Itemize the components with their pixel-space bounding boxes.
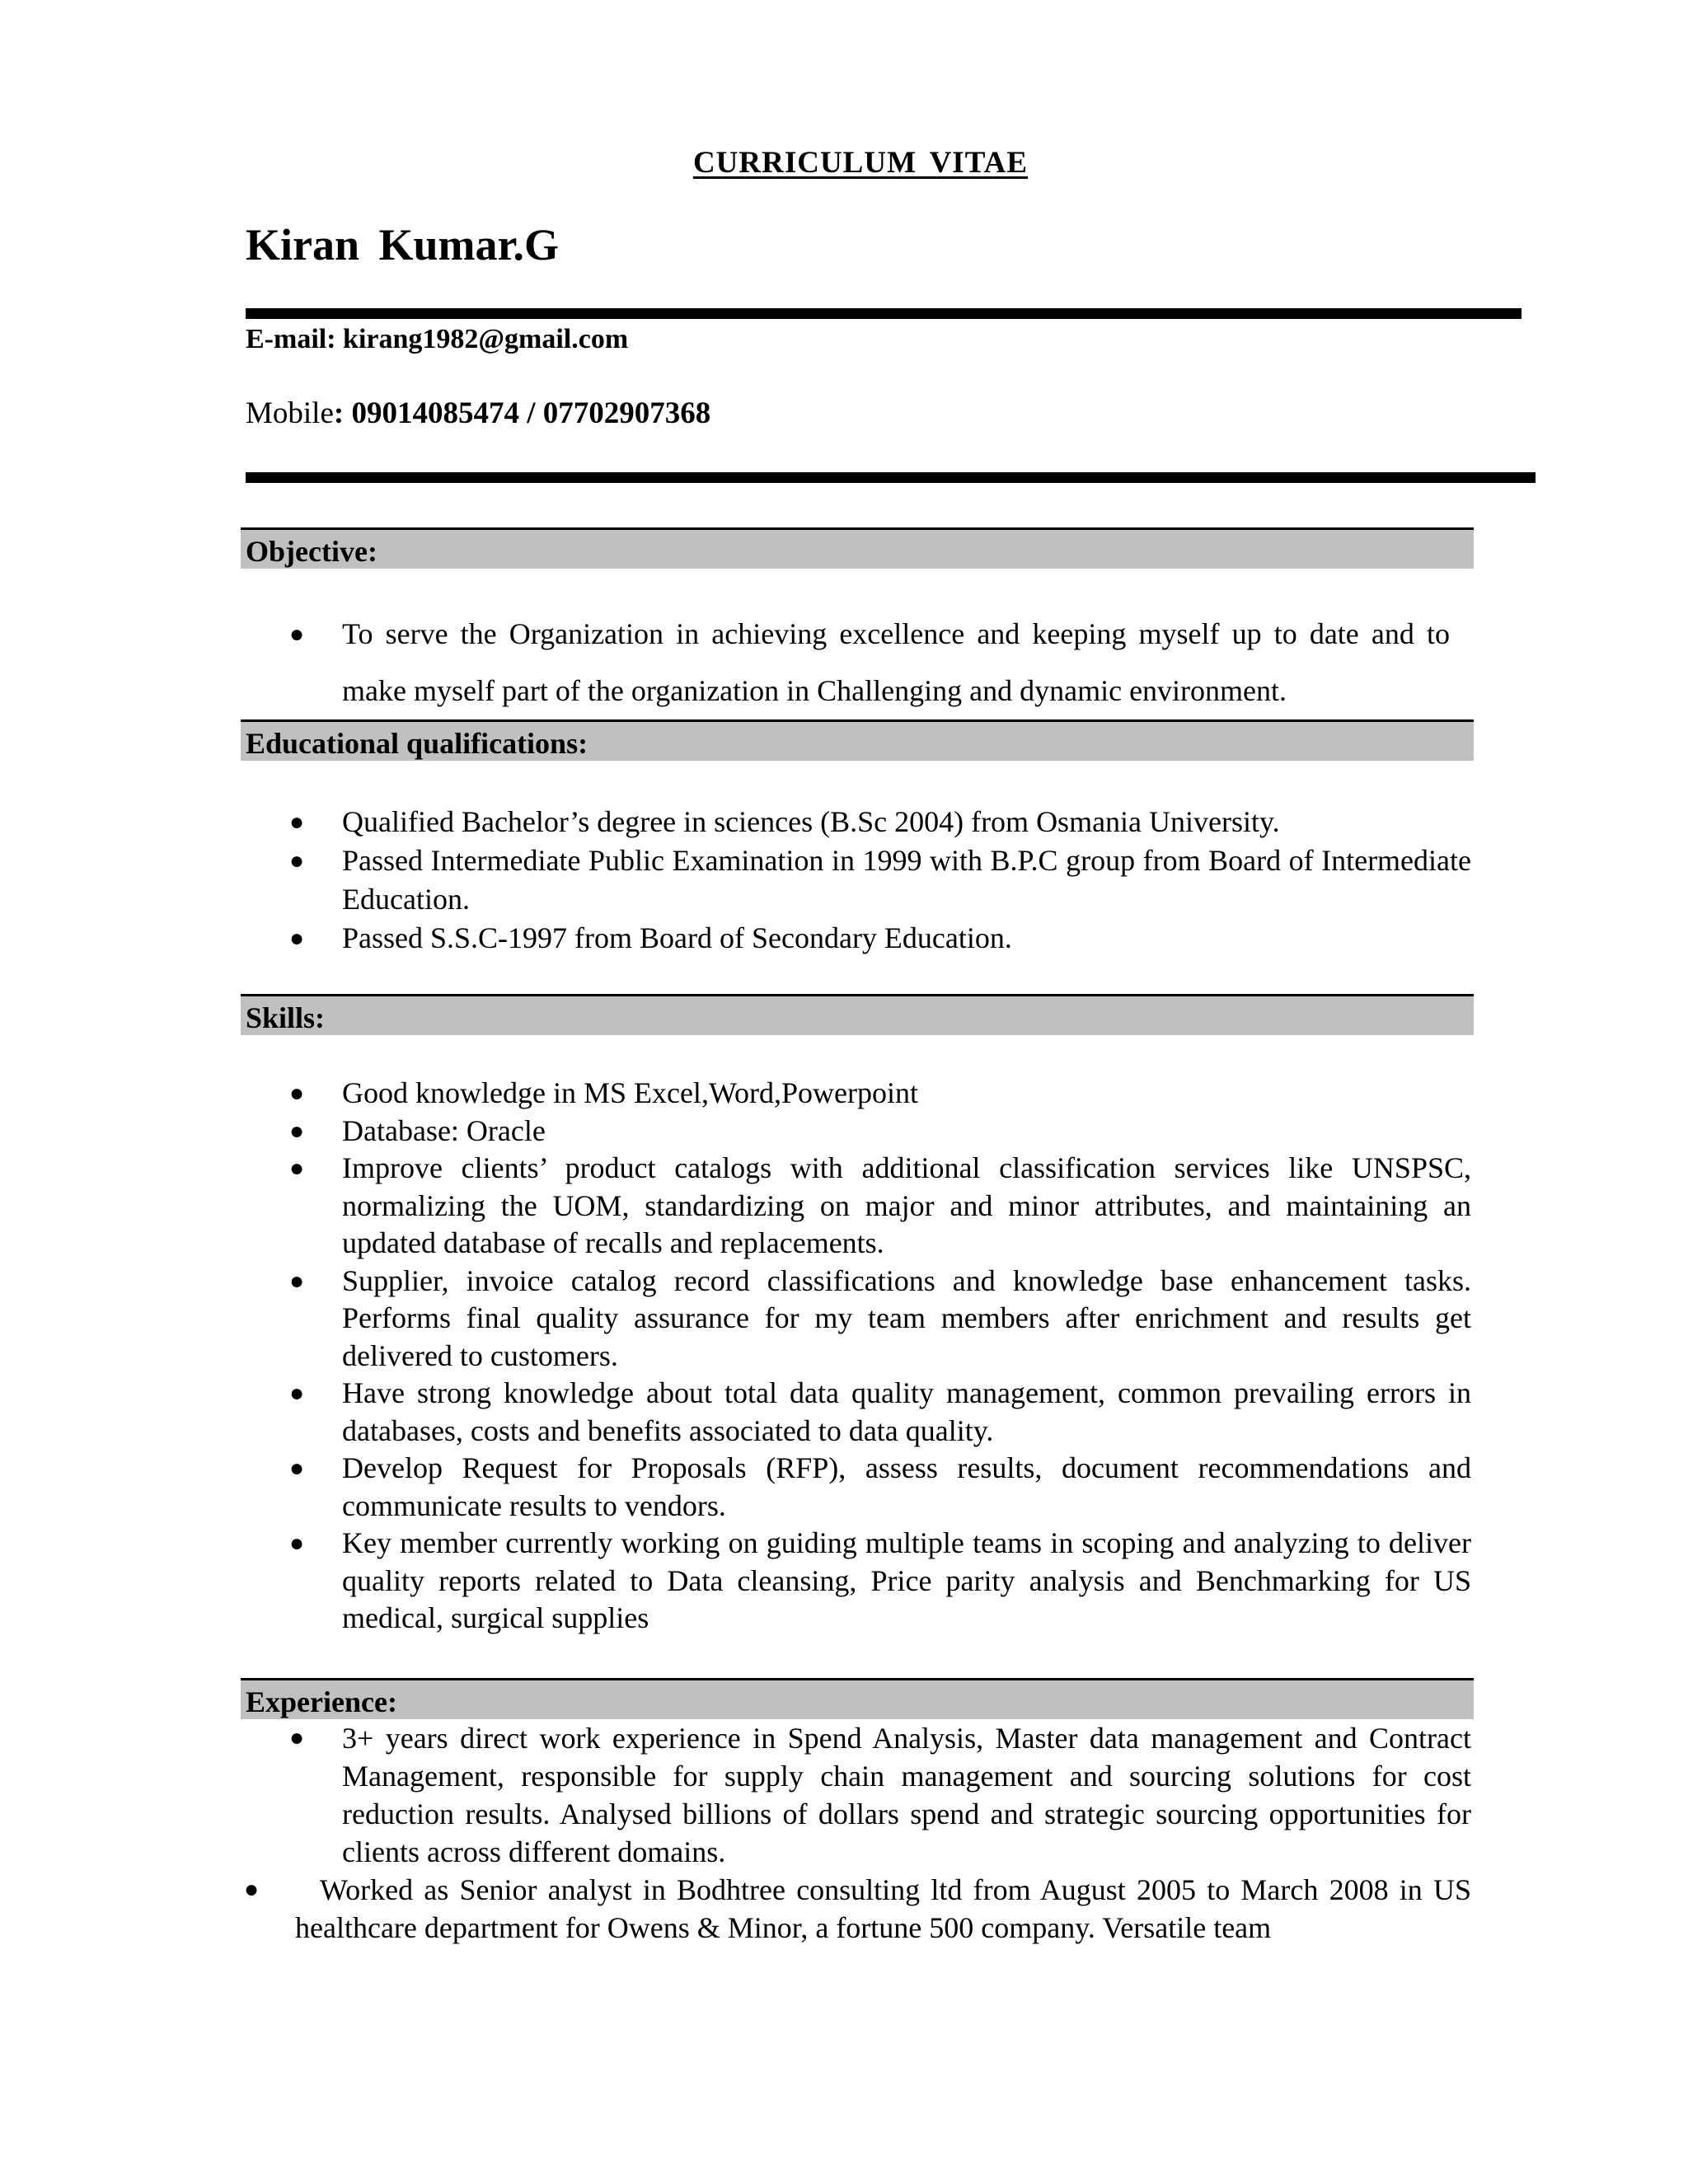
section-heading-education: Educational qualifications: bbox=[241, 719, 1474, 761]
bullet-icon: ● bbox=[289, 1530, 305, 1557]
bullet-icon: ● bbox=[244, 1876, 260, 1903]
bullet-icon: ● bbox=[289, 1267, 305, 1295]
list-item: ● Passed Intermediate Public Examination in 1999 with B.P.C group from Board of Intermediate Education. bbox=[342, 841, 1471, 919]
list-item: ● Qualified Bachelor’s degree in sciences (B.Sc 2004) from Osmania University. bbox=[342, 803, 1471, 841]
section-heading-objective: Objective: bbox=[241, 527, 1474, 569]
list-item: ● To serve the Organization in achieving excellence and keeping myself up to date and to make myself part of the organization in Challenging and dynamic environment. bbox=[342, 606, 1450, 719]
bullet-icon: ● bbox=[289, 1117, 305, 1145]
list-item: ● Database: Oracle bbox=[342, 1113, 1471, 1151]
bullet-icon: ● bbox=[289, 1080, 305, 1107]
mobile-numbers: : 09014085474 / 07702907368 bbox=[333, 396, 711, 430]
bullet-icon: ● bbox=[289, 808, 305, 836]
bullet-icon: ● bbox=[289, 621, 305, 648]
experience-list-outdented bbox=[244, 1871, 1471, 1947]
list-item: ● Key member currently working on guiding multiple teams in scoping and analyzing to deliver quality reports related to Data cleansing, Price parity analysis and Benchmarking for US medical, surgical supplies bbox=[289, 1526, 1471, 1634]
divider-rule-bottom bbox=[246, 472, 1536, 483]
list-item: ● Good knowledge in MS Excel,Word,Powerpoint bbox=[342, 1075, 1471, 1113]
bullet-icon: ● bbox=[289, 1455, 305, 1482]
bullet-icon: ● bbox=[289, 1380, 305, 1407]
objective-list bbox=[289, 606, 1450, 719]
bullet-icon: ● bbox=[289, 1724, 305, 1751]
mobile-line bbox=[246, 396, 710, 431]
email-line: E-mail: kirang1982@gmail.com bbox=[246, 324, 629, 354]
document-title: CURRICULUM VITAE bbox=[692, 146, 1029, 180]
list-item: ● 3+ years direct work experience in Spend Analysis, Master data management and Contract Management, responsible for supply chain management and sourcing solutions for cost reduction results. Analysed billions of dollars spend and strategic sourcing opportunities for clients across different domains. bbox=[342, 1719, 1471, 1871]
list-item: ● Have strong knowledge about total data quality management, common prevailing errors in databases, costs and benefits associated to data quality. bbox=[289, 1376, 1471, 1447]
education-list bbox=[289, 803, 1471, 958]
bullet-icon: ● bbox=[289, 925, 305, 952]
list-item: ● Develop Request for Proposals (RFP), assess results, document recommendations and communicate results to vendors. bbox=[289, 1451, 1471, 1522]
skills-list bbox=[289, 1075, 1471, 1638]
list-item: ● Improve clients’ product catalogs with additional classification services like UNSPSC, normalizing the UOM, standardizing on major and minor attributes, and maintaining an updated database of recalls and replacements. bbox=[289, 1151, 1471, 1259]
candidate-name: Kiran Kumar.G bbox=[246, 220, 560, 269]
list-item: ● Supplier, invoice catalog record classifications and knowledge base enhancement tasks. Performs final quality assurance for my team members after enrichment and results get delivered to customers. bbox=[289, 1263, 1471, 1372]
bullet-icon: ● bbox=[289, 847, 305, 874]
section-heading-experience: Experience: bbox=[241, 1678, 1474, 1719]
list-item: ● Worked as Senior analyst in Bodhtree consulting ltd from August 2005 to March 2008 in US healthcare department for Owens & Minor, a fortune 500 company. Versatile team bbox=[295, 1871, 1471, 1947]
bullet-icon: ● bbox=[289, 1155, 305, 1182]
list-item: ● Passed S.S.C-1997 from Board of Secondary Education. bbox=[342, 919, 1471, 958]
divider-rule-top bbox=[246, 308, 1522, 319]
mobile-label: Mobile bbox=[246, 396, 334, 430]
section-heading-skills: Skills: bbox=[241, 994, 1474, 1035]
experience-list bbox=[289, 1719, 1471, 1871]
